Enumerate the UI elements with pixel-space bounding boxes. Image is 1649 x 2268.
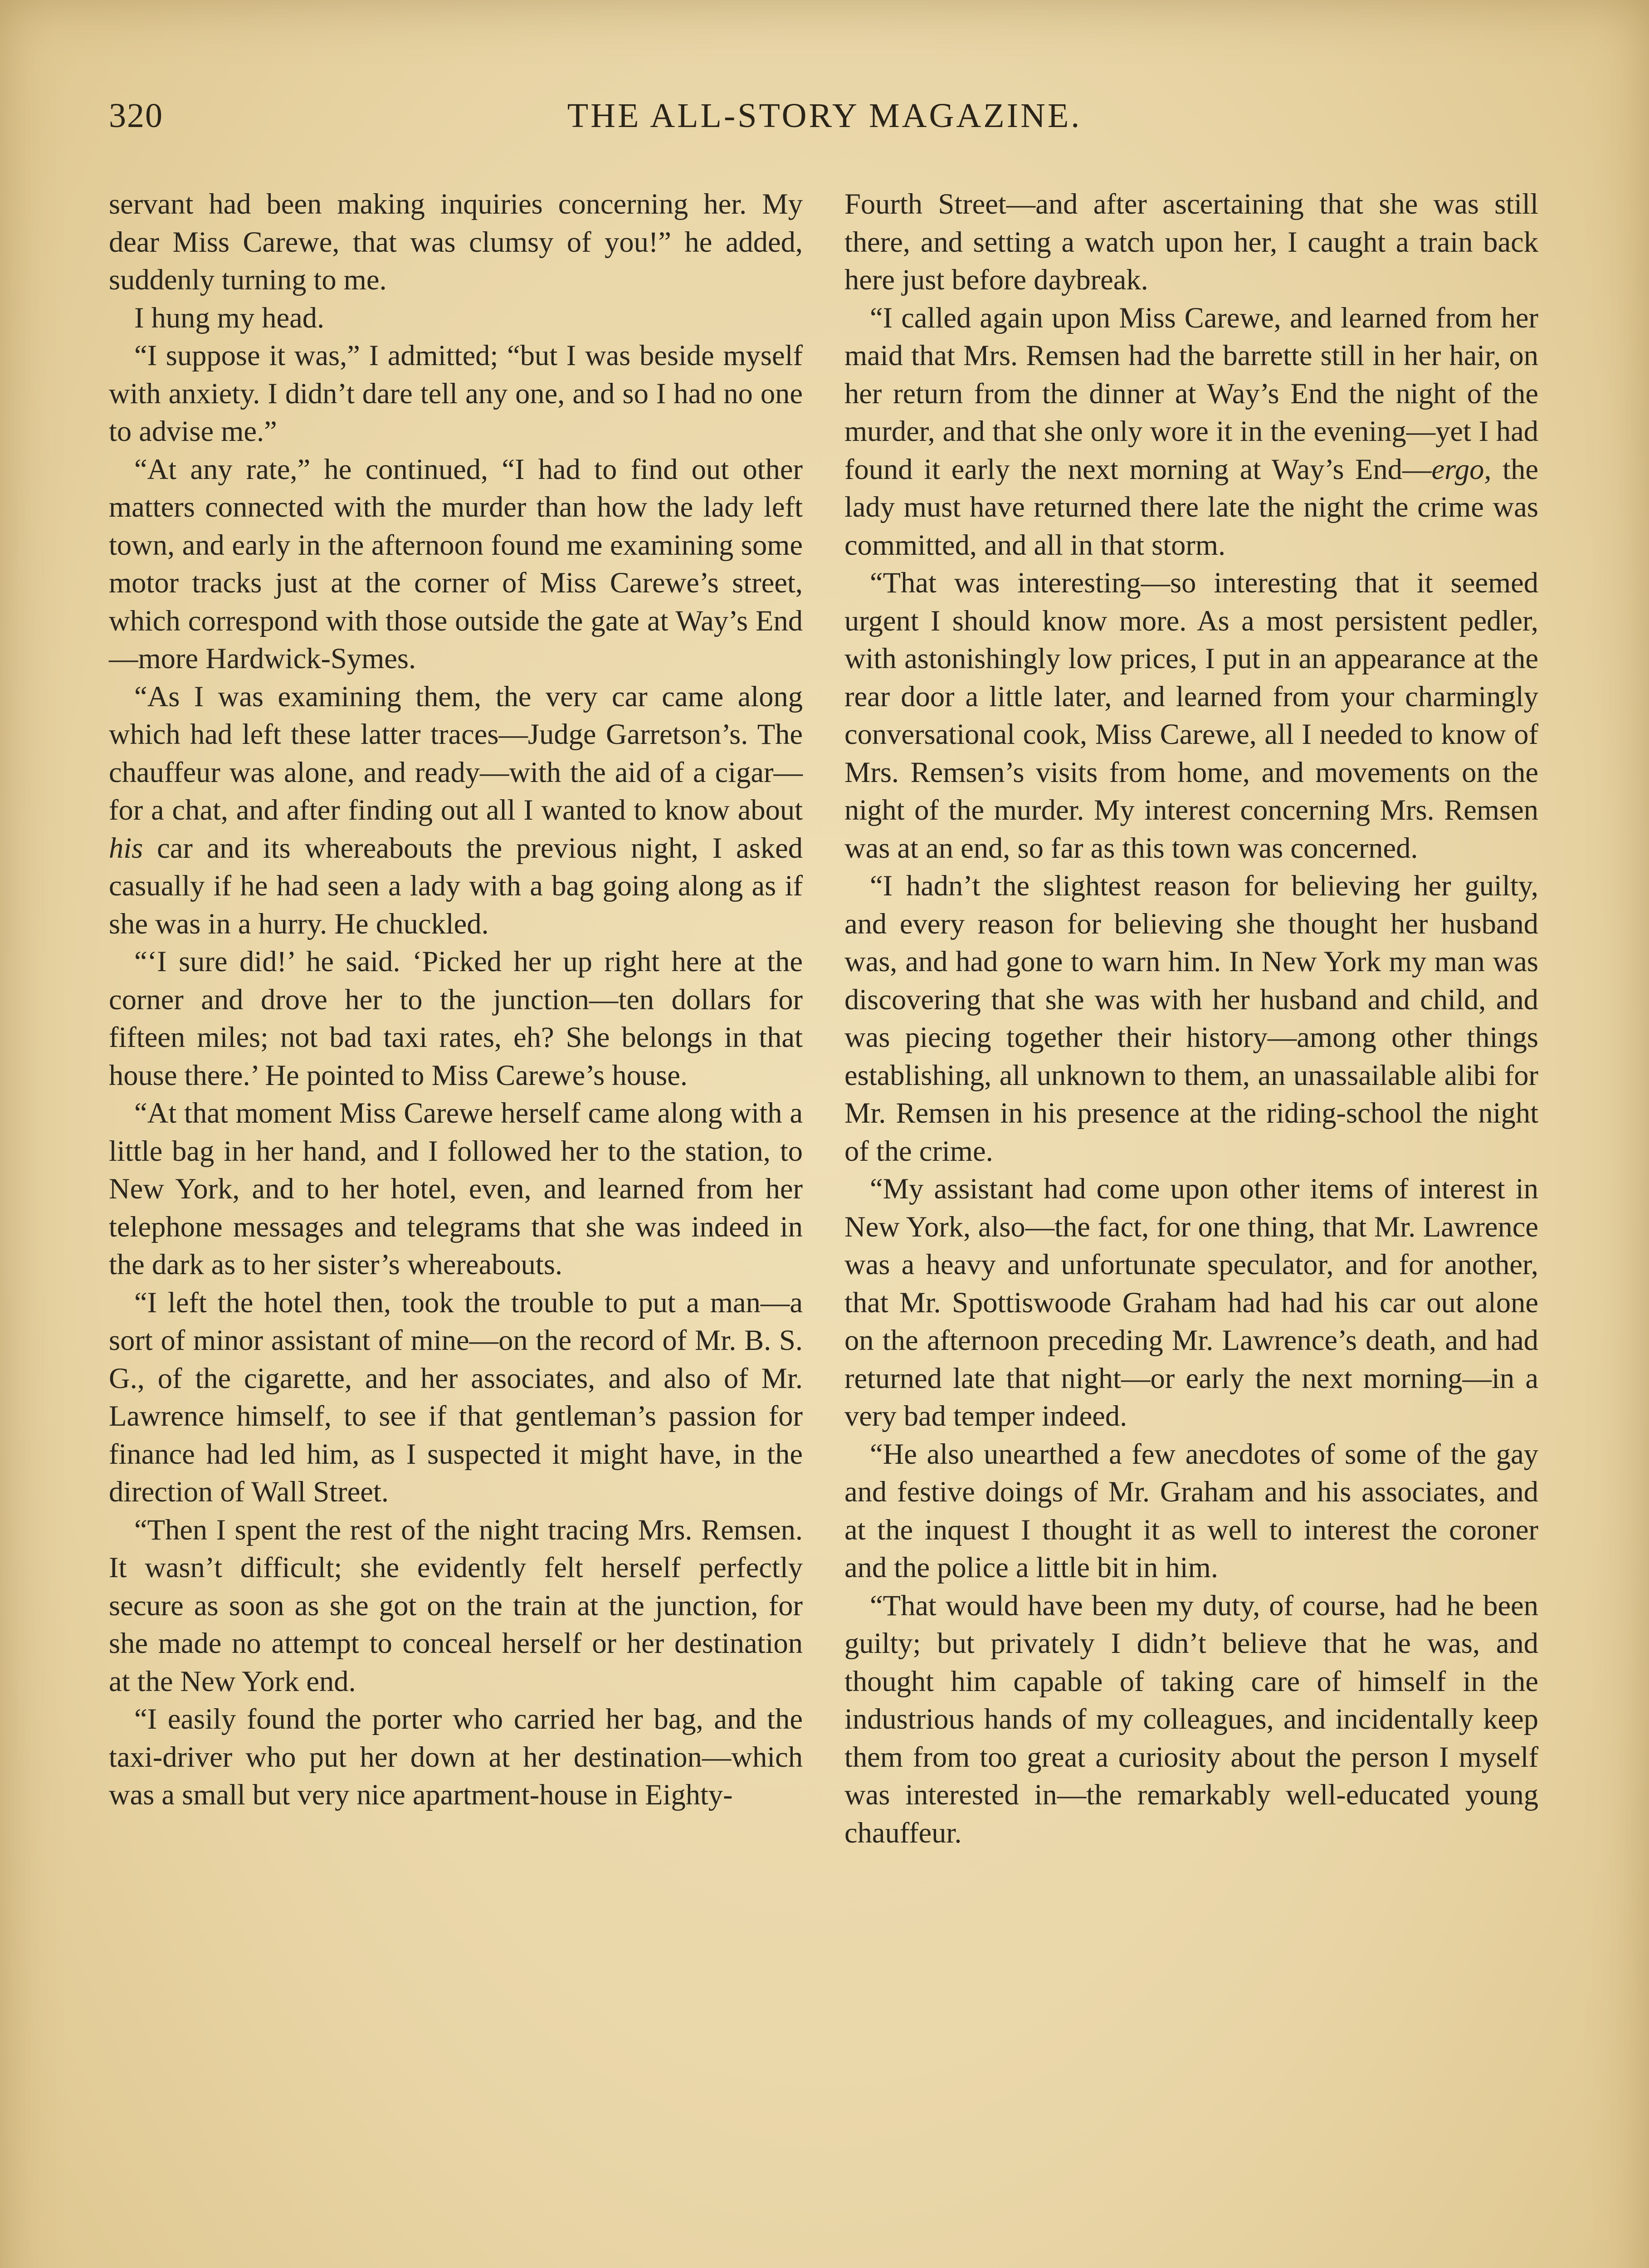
paragraph-text: car and its whereabouts the previous night, I asked casually if he had seen a lady with a bag going along as if she was in a hurry. He chuckled.	[109, 831, 803, 940]
paragraph	[844, 299, 1538, 564]
paragraph: “Then I spent the rest of the night tracing Mrs. Remsen. It wasn’t difficult; she evidently felt herself perfectly secure as soon as she got on the train at the junction, for she made no attempt to conceal herself or her destination at the New York end.	[109, 1513, 803, 1697]
paragraph: “I hadn’t the slightest reason for believing her guilty, and every reason for believing she thought her husband was, and had gone to warn him. In New York my man was discovering that she was with her husband and child, and was piecing together their history—among other things establishing, all unknown to them, an unassailable alibi for Mr. Remsen in his presence at the riding-school the night of the crime.	[844, 870, 1538, 1167]
paragraph-text: the lady must have returned there late the night the crime was committed, and all in that storm.	[844, 453, 1538, 561]
paragraph: “My assistant had come upon other items of interest in New York, also—the fact, for one thing, that Mr. Lawrence was a heavy and unfortunate speculator, and for another, that Mr. Spottiswoode Graham had had his car out alone on the afternoon preceding Mr. Lawrence’s death, and had returned late that night—or early the next morning—in a very bad temper indeed.	[844, 1173, 1538, 1432]
italic-text: his	[109, 831, 143, 864]
paragraph: “‘I sure did!’ he said. ‘Picked her up right here at the corner and drove her to the junction—ten dollars for fifteen miles; not bad taxi rates, eh? She belongs in that house there.’ He pointed to Miss Carewe’s house.	[109, 945, 803, 1091]
left-column	[109, 185, 803, 1814]
paragraph: “I suppose it was,” I admitted; “but I was beside myself with anxiety. I didn’t dare tell any one, and so I had no one to advise me.”	[109, 339, 803, 447]
page-number: 320	[109, 97, 163, 135]
paragraph: Fourth Street—and after ascertaining that she was still there, and setting a watch upon her, I caught a train back here just before daybreak.	[844, 188, 1538, 296]
paragraph: “I left the hotel then, took the trouble to put a man—a sort of minor assistant of mine—on the record of Mr. B. S. G., of the cigarette, and her associates, and also of Mr. Lawrence himself, to see if that gentleman’s passion for finance had led him, as I suspected it might have, in the direction of Wall Street.	[109, 1286, 803, 1508]
running-head: THE ALL-STORY MAGAZINE.	[567, 97, 1082, 135]
paragraph: “At that moment Miss Carewe herself came along with a little bag in her hand, and I followed her to the station, to New York, and to her hotel, even, and learned from her telephone messages and telegrams that she was indeed in the dark as to her sister’s whereabouts.	[109, 1097, 803, 1281]
paragraph: “At any rate,” he continued, “I had to find out other matters connected with the murder than how the lady left town, and early in the afternoon found me examining some motor tracks just at the corner of Miss Carewe’s street, which correspond with those outside the gate at Way’s End—more Hardwick-Symes.	[109, 453, 803, 675]
paragraph: “That was interesting—so interesting that it seemed urgent I should know more. As a most persistent pedler, with astonishingly low prices, I put in an appearance at the rear door a little later, and learned from your charmingly conversational cook, Miss Carewe, all I needed to know of Mrs. Remsen’s visits from home, and movements on the night of the murder. My interest concerning Mrs. Remsen was at an end, so far as this town was concerned.	[844, 567, 1538, 864]
paragraph: “I easily found the porter who carried her bag, and the taxi-driver who put her down at her destination—which was a small but very nice apartment-house in Eighty-	[109, 1703, 803, 1811]
paragraph-text: “I called again upon Miss Carewe, and learned from her maid that Mrs. Remsen had the barrette still in her hair, on her return from the dinner at Way’s End the night of the murder, and that she only wore it in the evening—yet I had found it early the next morning at Way’s End—	[844, 301, 1538, 485]
paragraph: I hung my head.	[134, 301, 325, 334]
paragraph: “That would have been my duty, of course, had he been guilty; but privately I didn’t believe that he was, and thought him capable of taking care of himself in the industrious hands of my colleagues, and incidentally keep them from too great a curiosity about the person I myself was interested in—the remarkably well-educated young chauffeur.	[844, 1589, 1538, 1849]
right-column	[844, 185, 1538, 1852]
paragraph	[109, 678, 803, 943]
paragraph-text: “As I was examining them, the very car came along which had left these latter traces—Judge Garretson’s. The chauffeur was alone, and ready—with the aid of a cigar—for a chat, and after finding out all I wanted to know about	[109, 680, 803, 826]
italic-text: ergo,	[1431, 453, 1492, 485]
paragraph: servant had been making inquiries concerning her. My dear Miss Carewe, that was clumsy of you!” he added, suddenly turning to me.	[109, 188, 803, 296]
paragraph: “He also unearthed a few anecdotes of some of the gay and festive doings of Mr. Graham and his associates, and at the inquest I thought it as well to interest the coroner and the police a little bit in him.	[844, 1437, 1538, 1584]
